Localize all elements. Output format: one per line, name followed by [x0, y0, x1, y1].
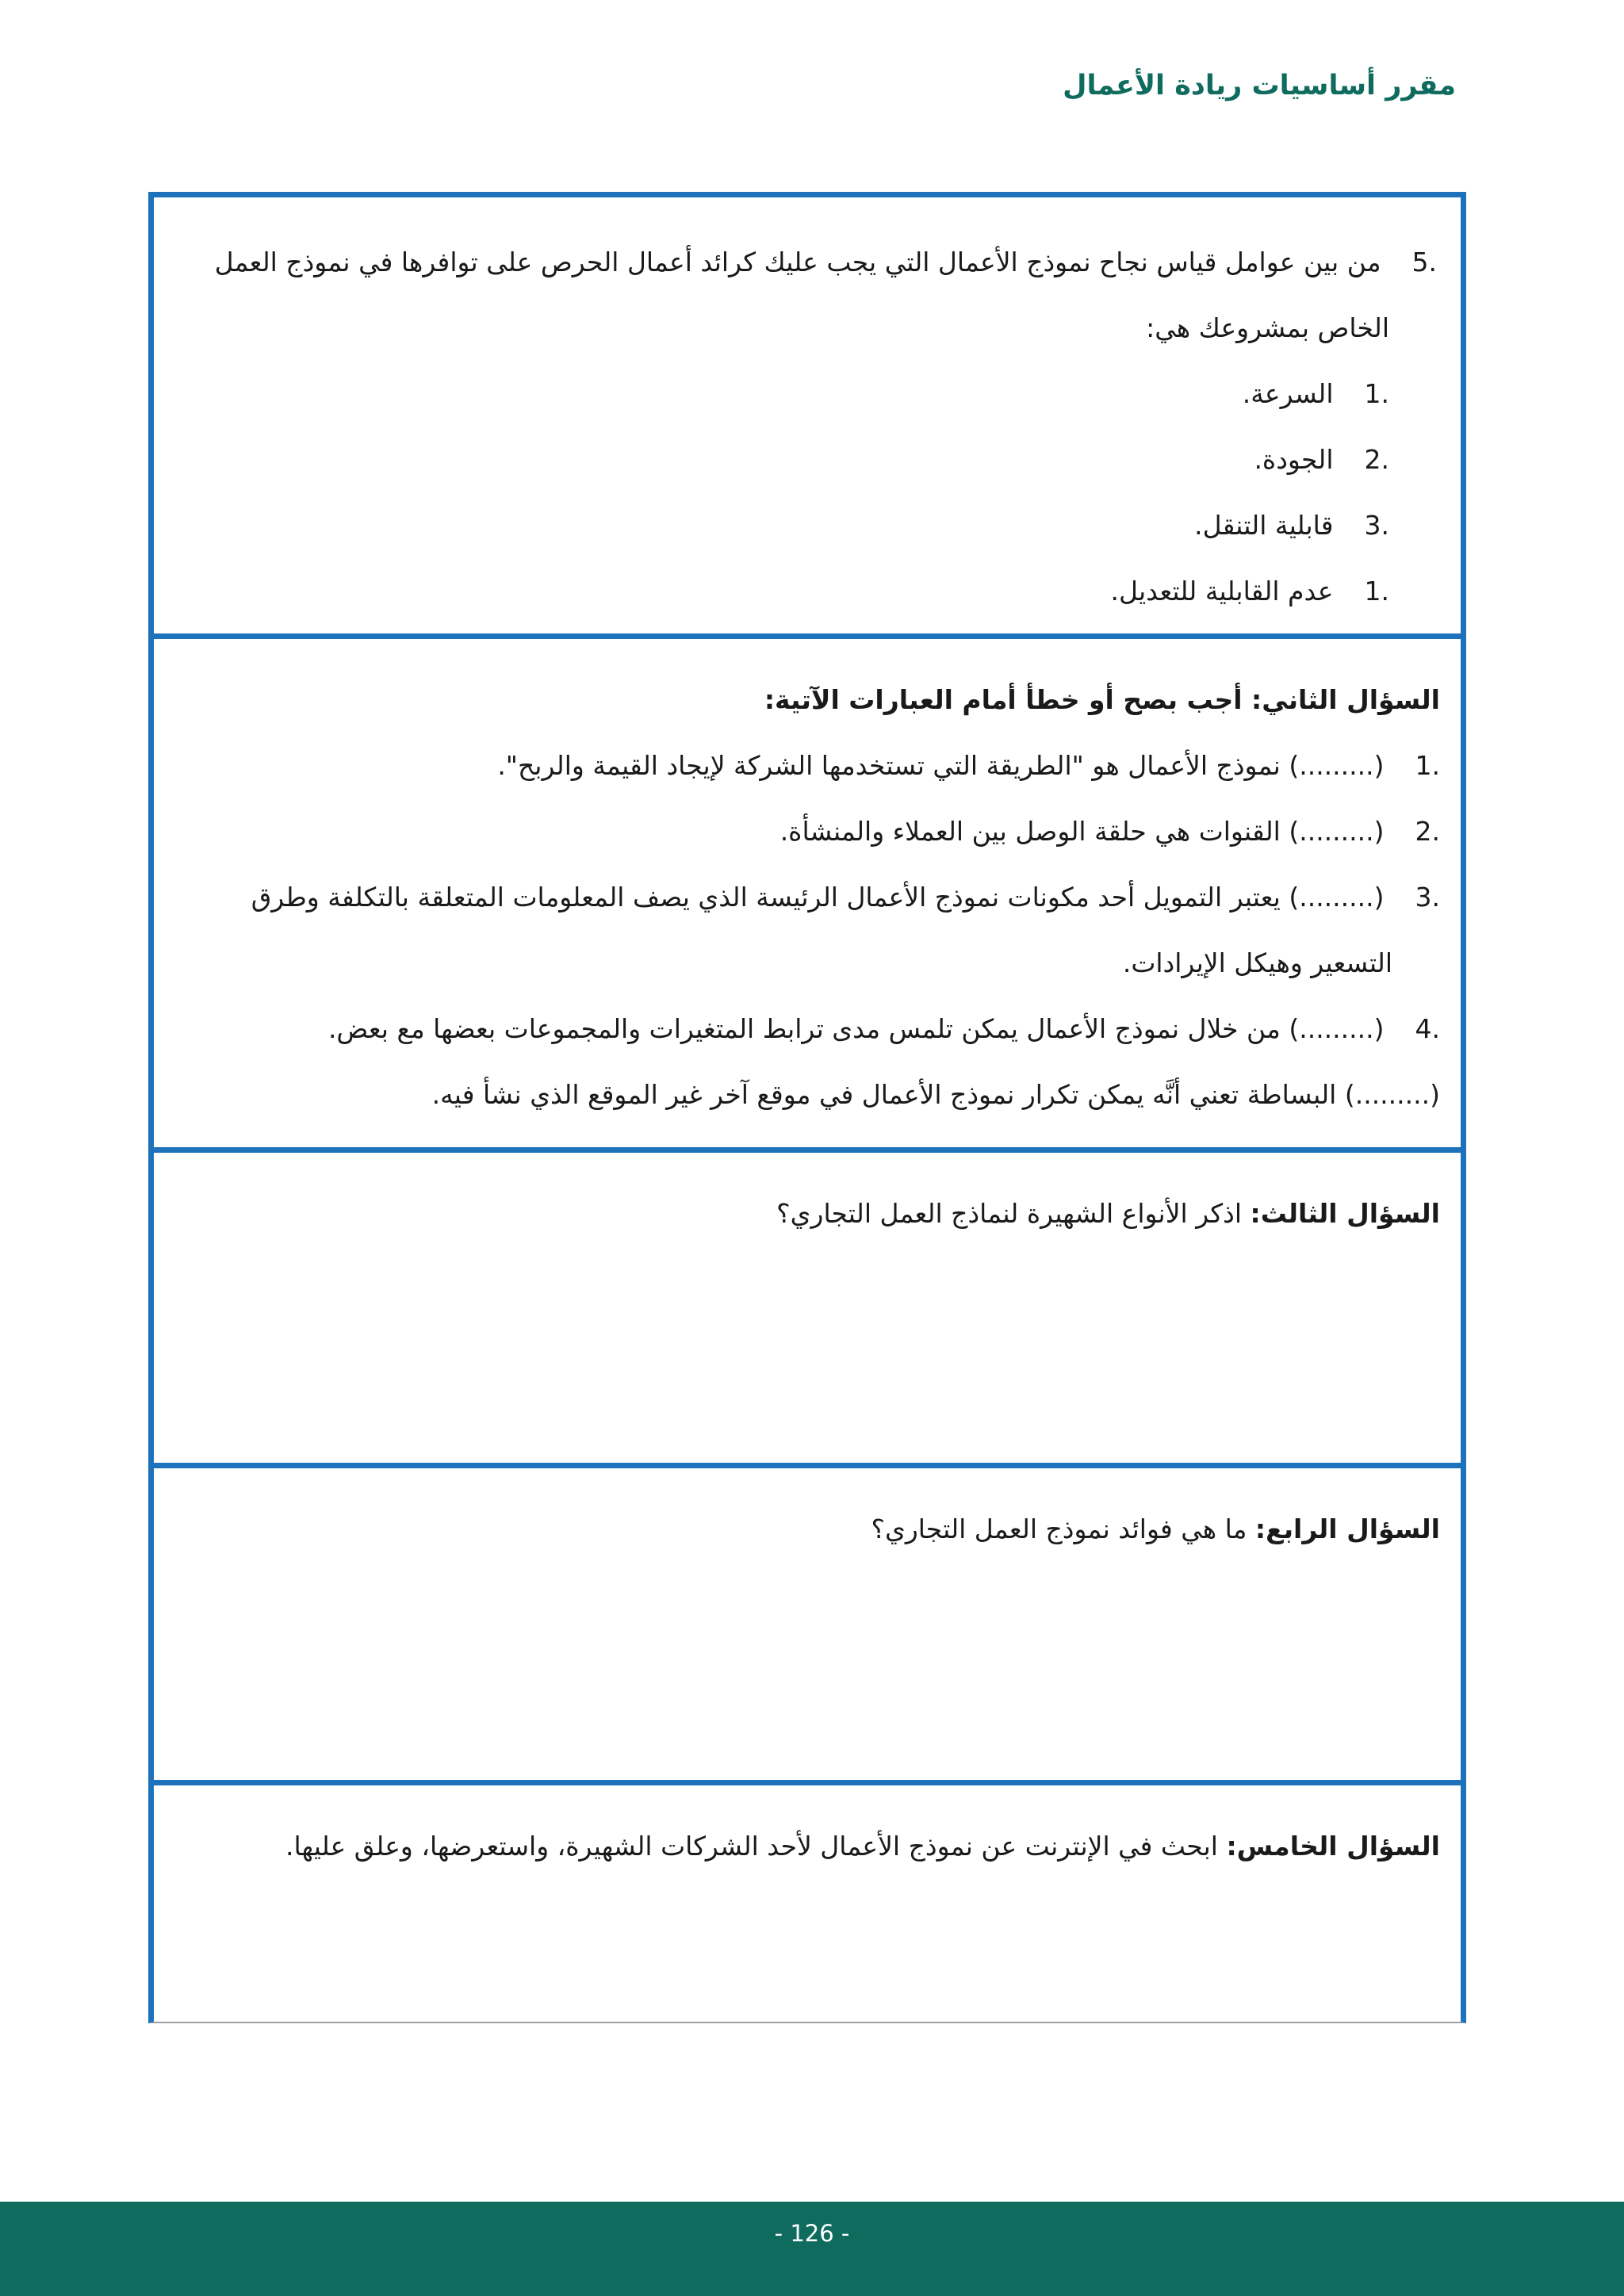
- true-false-item: [178, 733, 1440, 798]
- option-label: قابلية التنقل.: [1194, 510, 1334, 541]
- item-text: (.........) القنوات هي حلقة الوصل بين العملاء والمنشأة.: [779, 816, 1385, 847]
- option-item: [178, 558, 1389, 624]
- question-2-heading: [178, 667, 1440, 733]
- true-false-item: [178, 864, 1440, 930]
- item-number: 4.: [1415, 1013, 1440, 1044]
- item-number: 2.: [1415, 816, 1440, 847]
- item-text-cont: الخاص بمشروعك هي:: [1146, 312, 1389, 343]
- item-text: (.........) البساطة تعني أنَّه يمكن تكرار نموذج الأعمال في موقع آخر غير الموقع الذي نشأ فيه.: [431, 1079, 1440, 1110]
- footer-bar: [0, 2202, 1624, 2296]
- question-3: [154, 1147, 1461, 1463]
- option-number: 1.: [1364, 378, 1389, 409]
- question-4-text: [178, 1496, 1440, 1562]
- exercise-frame: [148, 192, 1466, 2023]
- option-number: 2.: [1364, 444, 1389, 475]
- question-3-text: [178, 1181, 1440, 1246]
- true-false-item: [178, 1062, 1440, 1127]
- item-text: (.........) يعتبر التمويل أحد مكونات نموذج الأعمال الرئيسة الذي يصف المعلومات المتعلقة بالتكلفة وطرق: [251, 882, 1385, 913]
- true-false-item: [178, 798, 1440, 864]
- item-text: من بين عوامل قياس نجاح نموذج الأعمال التي يجب عليك كرائد أعمال الحرص على توافرها في نموذج العمل: [214, 247, 1381, 277]
- option-item: [178, 492, 1389, 558]
- item-text-cont: التسعير وهيكل الإيرادات.: [1122, 947, 1392, 978]
- question-1-item-5: [154, 197, 1461, 633]
- page-number: - 126 -: [774, 2220, 850, 2247]
- question-text: ابحث في الإنترنت عن نموذج الأعمال لأحد الشركات الشهيرة، واستعرضها، وعلق عليها.: [285, 1831, 1218, 1862]
- page-header-title: مقرر أساسيات ريادة الأعمال: [1063, 70, 1456, 101]
- option-label: الجودة.: [1254, 444, 1334, 475]
- item-number: 5.: [1411, 247, 1437, 277]
- question-prompt: أجب بصح أو خطأ أمام العبارات الآتية:: [764, 684, 1243, 715]
- question-label: السؤال الثالث:: [1250, 1198, 1440, 1229]
- option-number: 1.: [1364, 576, 1389, 607]
- item-5-line-cont: [178, 295, 1389, 361]
- question-text: اذكر الأنواع الشهيرة لنماذج العمل التجاري؟: [776, 1198, 1242, 1229]
- option-label: السرعة.: [1242, 378, 1334, 409]
- question-2: [154, 633, 1461, 1147]
- question-label: السؤال الرابع:: [1254, 1513, 1440, 1544]
- question-text: ما هي فوائد نموذج العمل التجاري؟: [871, 1513, 1247, 1544]
- question-label: السؤال الثاني:: [1251, 684, 1440, 715]
- question-label: السؤال الخامس:: [1226, 1831, 1440, 1862]
- item-number: 3.: [1415, 882, 1440, 913]
- item-text: (.........) من خلال نموذج الأعمال يمكن تلمس مدى ترابط المتغيرات والمجموعات بعضها مع بعض.: [327, 1013, 1385, 1044]
- item-number: 1.: [1415, 750, 1440, 781]
- question-5-text: [178, 1813, 1440, 1879]
- option-item: [178, 427, 1389, 492]
- option-number: 3.: [1364, 510, 1389, 541]
- option-item: [178, 361, 1389, 427]
- true-false-item-cont: [178, 930, 1440, 996]
- question-5: [154, 1780, 1461, 2022]
- true-false-item: [178, 996, 1440, 1062]
- question-4: [154, 1463, 1461, 1780]
- option-label: عدم القابلية للتعديل.: [1110, 576, 1334, 607]
- item-5-line: [178, 229, 1437, 295]
- item-text: (.........) نموذج الأعمال هو "الطريقة التي تستخدمها الشركة لإيجاد القيمة والربح".: [497, 750, 1385, 781]
